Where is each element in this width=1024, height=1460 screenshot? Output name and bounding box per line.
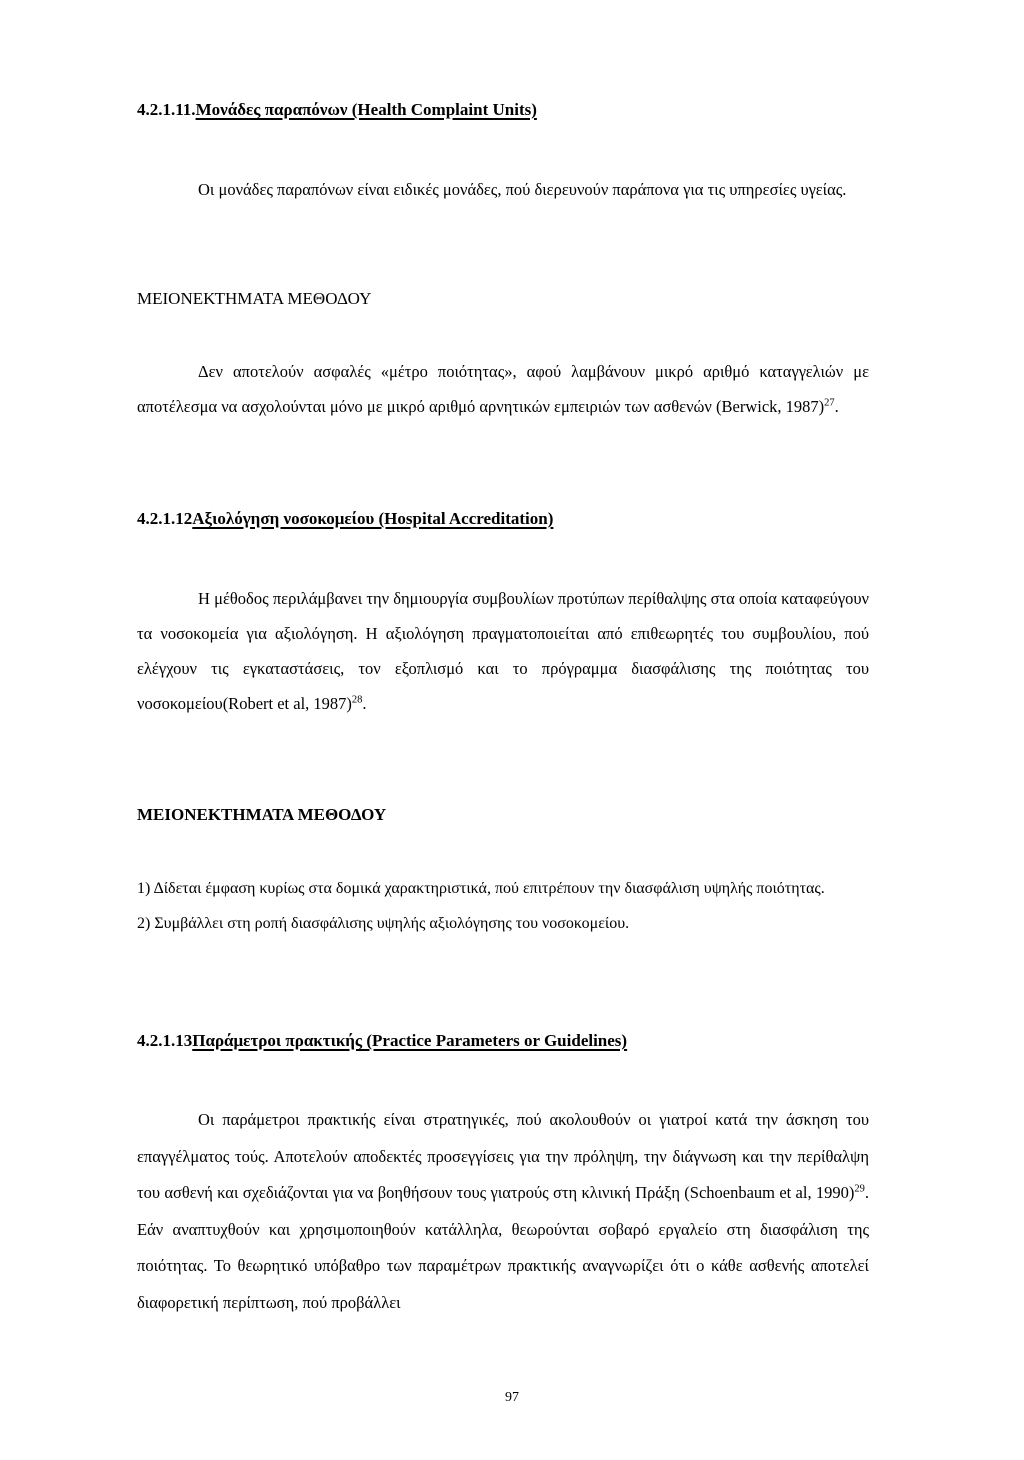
section-body-paragraph <box>137 1102 869 1321</box>
section-number: 4.2.1.11. <box>137 100 196 119</box>
disadvantages-text-end: . <box>834 397 839 416</box>
section-heading-4-2-1-13 <box>137 1030 869 1052</box>
disadvantages-heading: ΜΕΙΟΝΕΚΤΗΜΑΤΑ ΜΕΘΟΔΟΥ <box>137 805 387 824</box>
disadvantages-text: Δεν αποτελούν ασφαλές «μέτρο ποιότητας», αφού λαμβάνουν μικρό αριθμό καταγγελιών με αποτέλεσμα να ασχολούνται μόνο με μικρό αριθμό αρνητικών εμπειριών των ασθενών (Berwick, 1987) <box>137 362 869 416</box>
footnote-reference: 28 <box>351 694 363 706</box>
section-title: Μονάδες παραπόνων (Health Complaint Units) <box>195 100 537 119</box>
list-item: 1) Δίδεται έμφαση κυρίως στα δομικά χαρακτηριστικά, πού επιτρέπουν την διασφάλιση υψηλής ποιότητας. <box>137 880 825 897</box>
section-body-text: Η μέθοδος περιλάμβανει την δημιουργία συμβουλίων προτύπων περίθαλψης στα οποία καταφεύγουν τα νοσοκομεία για αξιολόγηση. Η αξιολόγηση πραγματοποιείται από επιθεωρητές του συμβουλίου, πού ελέγχουν τις εγκαταστάσεις, τον εξοπλισμό και το πρόγραμμα διασφάλισης της ποιότητας του νοσοκομείου(Robert et al, 1987) <box>137 589 869 713</box>
disadvantages-paragraph <box>137 354 869 424</box>
section-number: 4.2.1.12 <box>137 509 193 528</box>
section-body-paragraph: Οι μονάδες παραπόνων είναι ειδικές μονάδες, πού διερευνούν παράπονα για τις υπηρεσίες υγείας. <box>198 180 847 199</box>
section-heading-4-2-1-11 <box>137 99 869 121</box>
list-item: 2) Συμβάλλει στη ροπή διασφάλισης υψηλής αξιολόγησης του νοσοκομείου. <box>137 915 630 932</box>
section-number: 4.2.1.13 <box>137 1031 193 1050</box>
disadvantages-heading: ΜΕΙΟΝΕΚΤΗΜΑΤΑ ΜΕΘΟΔΟΥ <box>137 289 372 308</box>
section-body-paragraph <box>137 581 869 721</box>
section-title: Αξιολόγηση νοσοκομείου (Hospital Accreditation) <box>192 509 554 528</box>
section-body-text-end: . <box>362 694 367 713</box>
section-body-text-continued: . Εάν αναπτυχθούν και χρησιμοποιηθούν κατάλληλα, θεωρούνται σοβαρό εργαλείο στη διασφάλιση της ποιότητας. Το θεωρητικό υπόβαθρο των παραμέτρων πρακτικής αναγνωρίζει ότι ο κάθε ασθενής αποτελεί διαφορετική περίπτωση, πού προβάλλει <box>137 1183 869 1312</box>
disadvantages-list <box>137 871 869 941</box>
section-heading-4-2-1-12 <box>137 508 869 530</box>
section-title: Παράμετροι πρακτικής (Practice Parameters or Guidelines) <box>192 1031 628 1050</box>
section-body-text: Οι παράμετροι πρακτικής είναι στρατηγικές, πού ακολουθούν οι γιατροί κατά την άσκηση του επαγγέλματος τούς. Αποτελούν αποδεκτές προσεγγίσεις για την πρόληψη, την διάγνωση και την περίθαλψη του ασθενή και σχεδιάζονται για να βοηθήσουν τους γιατρούς στη κλινική Πράξη (Schoenbaum et al, 1990) <box>137 1110 869 1202</box>
page-number: 97 <box>505 1390 519 1405</box>
footnote-reference: 27 <box>824 397 835 409</box>
footnote-reference: 29 <box>854 1183 865 1195</box>
